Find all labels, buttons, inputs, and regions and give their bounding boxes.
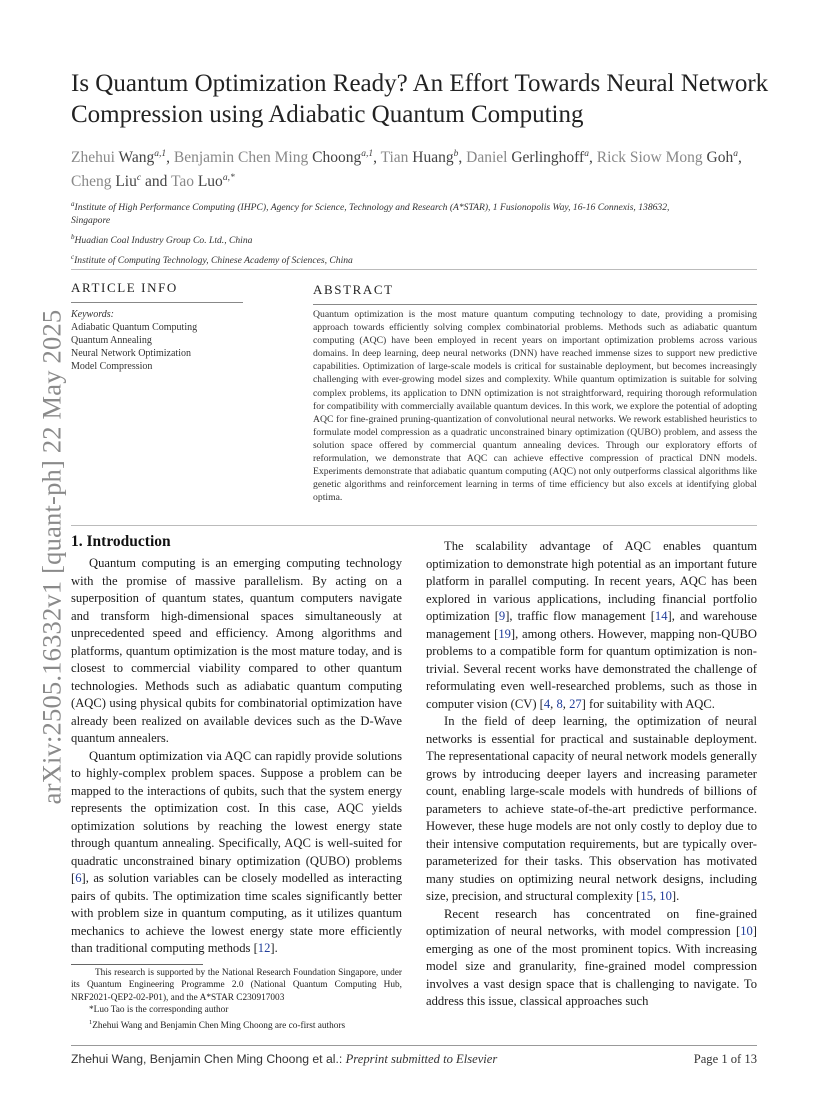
divider [313, 304, 757, 305]
author-affiliation-marker: b [453, 149, 459, 159]
author-first-name: Cheng [71, 173, 116, 191]
divider [71, 525, 757, 526]
citation-link[interactable]: 6 [75, 871, 82, 885]
body-column-left [71, 555, 402, 958]
abstract-heading: ABSTRACT [313, 282, 394, 297]
author [381, 149, 459, 166]
affiliation-marker: a [71, 200, 75, 208]
affiliation-marker: c [71, 253, 75, 262]
keyword: Model Compression [71, 361, 153, 372]
footer-citation [71, 1052, 497, 1067]
citation-link[interactable]: 15 [640, 889, 653, 903]
affiliation-text: Institute of High Performance Computing (IHPC), Agency for Science, Technology and Research (A*STAR), 1 Fusionopolis Way, 16-16 Connexis, 138632, Singapore [71, 202, 670, 227]
author-last-name: Goh [706, 149, 734, 167]
author-first-name: Tian [380, 149, 413, 167]
affiliation-line [71, 198, 691, 227]
author-last-name: Gerlinghoff [511, 149, 585, 167]
author [174, 149, 373, 166]
affiliation-text: Huadian Coal Industry Group Co. Ltd., China [74, 235, 253, 247]
arxiv-identifier-stamp: arXiv:2505.16332v1 [quant-ph] 22 May 2025 [36, 309, 67, 805]
footnotes [71, 967, 402, 1032]
keyword: Quantum Annealing [71, 335, 152, 346]
footer-divider [71, 1045, 757, 1046]
paragraph: Quantum optimization via AQC can rapidly provide solutions to highly-complex problem spaces. Suppose a problem can be mapped to the interactions of qubits, such that the system energy represents the optimization cost. In this case, AQC yields optimization solutions by reaching the lowest energy state through quantum annealing. Specifically, AQC is well-suited for quadratic unconstrained binary optimization (QUBO) problems [6], as solution variables can be closely modelled as interacting pairs of qubits. The optimization time scales significantly better with problem size in quantum computing, as it utilizes quantum mechanics to achieve the lowest energy state more efficiently than traditional computing methods [12]. [71, 748, 402, 955]
keyword: Adiabatic Quantum Computing [71, 322, 198, 333]
author-last-name: Choong [312, 149, 362, 167]
author-affiliation-marker: c [136, 173, 142, 184]
author-last-name: Huang [412, 149, 454, 167]
author [171, 173, 235, 190]
page-number: Page 1 of 13 [693, 1052, 757, 1066]
footnote-corresponding: *Luo Tao is the corresponding author [89, 1005, 229, 1016]
citation-link[interactable]: 14 [654, 609, 668, 623]
footnote-funding: This research is supported by the National Research Foundation Singapore, under its Quantum Engineering Programme 2.0 (National Quantum Computing Hub, NRF2021-QEP2-02-P01), and the A*STAR C230917003 [71, 968, 402, 1003]
paragraph: Recent research has concentrated on fine-grained optimization of neural networks, with model compression [10] emerging as one of the most prominent topics. With increasing model size and granularity, fine-grained model compression involves a vast design space that is challenging to navigate. To address this issue, classical approaches such [426, 906, 757, 1008]
citation-link[interactable]: 4 [543, 696, 551, 711]
author-last-name: Wang [118, 149, 155, 167]
keyword: Neural Network Optimization [71, 348, 191, 359]
citation-link[interactable]: 10 [659, 889, 672, 903]
author [71, 173, 141, 190]
paragraph: Quantum computing is an emerging computing technology with the promise of massive parallelism. By acting on a superposition of quantum states, quantum computers navigate and transform high-dimensional spaces simultaneously at unprecedented speed and efficiency. Among algorithms and platforms, quantum optimization is the most mature today, and is closest to commercial viability compared to other quantum technologies. Methods such as adiabatic quantum computing (AQC) using physical qubits for combinatorial optimization have already been realized on available devices such as the D-Wave quantum annealers. [71, 556, 402, 745]
author-first-name: Zhehui [71, 149, 119, 167]
author-last-name: Luo [197, 173, 223, 191]
paragraph: In the field of deep learning, the optimization of neural networks is essential for practical and sustainable deployment. The representational capacity of neural network models generally grows by introducing deeper layers and increasing parameter count, enabling large-scale models with hundreds of billions of parameters to achieve state-of-the-art predictive performance. However, these huge models are not only costly to deploy due to their intensive computation requirements, but are typically over-parameterized for their tasks. This observation has motivated many studies on optimizing neural network designs, including size, precision, and structural complexity [15, 10]. [426, 714, 757, 903]
author-first-name: Tao [170, 173, 198, 191]
affiliation-line [71, 251, 691, 267]
footer-authors: Zhehui Wang, Benjamin Chen Ming Choong et al.: [71, 1052, 346, 1066]
section-heading-introduction: 1. Introduction [71, 533, 171, 550]
author-first-name: Daniel [466, 149, 512, 167]
affiliation-line [71, 231, 691, 247]
author-list: Zhehui Wang$^{a,1}$, Benjamin Chen Ming Choong$^{a,1}$, Tian Huang$^b$, Daniel Gerlinghoff$^a$, Rick Siow Mong Goh$^a$, Cheng Liu$^c$ and Tao Luo$^{a,*}$ [71, 149, 742, 191]
divider [71, 302, 243, 303]
keywords-block [71, 308, 271, 373]
author-affiliation-marker: a [584, 149, 589, 159]
author [597, 149, 738, 166]
citation-link[interactable]: 12 [257, 941, 271, 955]
author-first-name: Rick Siow Mong [596, 149, 707, 167]
author [466, 149, 589, 166]
citation-link[interactable]: 9 [498, 609, 506, 623]
footnote-divider [71, 964, 203, 965]
footer-venue: Preprint submitted to Elsevier [345, 1052, 498, 1066]
article-info-heading: ARTICLE INFO [71, 280, 178, 295]
footnote-cofirst: $^1$Zhehui Wang and Benjamin Chen Ming Choong are co-first authors [89, 1018, 346, 1031]
author-affiliation-marker: a,1 [361, 149, 374, 159]
author-affiliation-marker: a,1 [154, 149, 167, 159]
author [71, 149, 166, 166]
citation-link[interactable]: 19 [498, 626, 511, 641]
author-first-name: Benjamin Chen Ming [173, 149, 313, 167]
divider [71, 269, 757, 270]
author-last-name: Liu [115, 173, 137, 191]
body-column-right [426, 538, 757, 1011]
citation-link[interactable]: 10 [740, 924, 753, 938]
abstract-body: Quantum optimization is the most mature quantum computing technology to date, providing a promising approach towards efficiently solving complex combinatorial problems. Methods such as adiabatic quantum computing (AQC) have been employed in recent years on important optimization problems across various domains. In deep learning, deep neural networks (DNN) have reached immense sizes to support new predictive capabilities. Optimization of large-scale models is critical for sustainable deployment, but becomes increasingly challenging with ever-growing model sizes and complexity. While quantum optimization is suitable for solving complex problems, its application to DNN optimization is not straightforward, requiring thorough reformulation for compatibility with commercially available quantum devices. In this work, we explore the potential of adopting AQC for fine-grained pruning-quantization of convolutional neural networks. We rework established heuristics to formulate model compression as a quadratic unconstrained binary optimization (QUBO) problem, and assess the solution space offered by commercial quantum annealing devices. Through our exploratory efforts of reformulation, we demonstrate that AQC can achieve effective compression of practical DNN models. Experiments demonstrate that adiabatic quantum computing (AQC) not only outperforms classical algorithms like genetic algorithms and reinforcement learning in terms of time efficiency but also excels at identifying global optima. [313, 309, 757, 504]
affiliations [71, 198, 691, 272]
keywords-label: Keywords: [71, 309, 114, 320]
affiliation-marker: b [71, 233, 75, 242]
citation-link[interactable]: 27 [569, 696, 582, 711]
author-affiliation-marker: a [733, 149, 738, 159]
author-affiliation-marker: a,* [222, 173, 235, 184]
citation-link[interactable]: 8 [556, 696, 563, 711]
footnote-marker: 1 [89, 1018, 93, 1026]
affiliation-text: Institute of Computing Technology, Chinese Academy of Sciences, China [74, 255, 353, 267]
paragraph: The scalability advantage of AQC enables quantum optimization to demonstrate high potential as an important future platform in parallel computing. In recent years, AQC has been explored in various applications, including financial portfolio optimization [9], traffic flow management [14], and warehouse management [19], among others. However, mapping non-QUBO problems to a compatible form for quantum optimization is non-trivial. Several recent works have demonstrated the challenge of reformulating even well-researched problems, such as those in computer vision (CV) [4, 8, 27] for suitability with AQC. [426, 539, 757, 711]
paper-title: Is Quantum Optimization Ready? An Effort Towards Neural Network Compression using Adiabatic Quantum Computing [71, 70, 769, 128]
